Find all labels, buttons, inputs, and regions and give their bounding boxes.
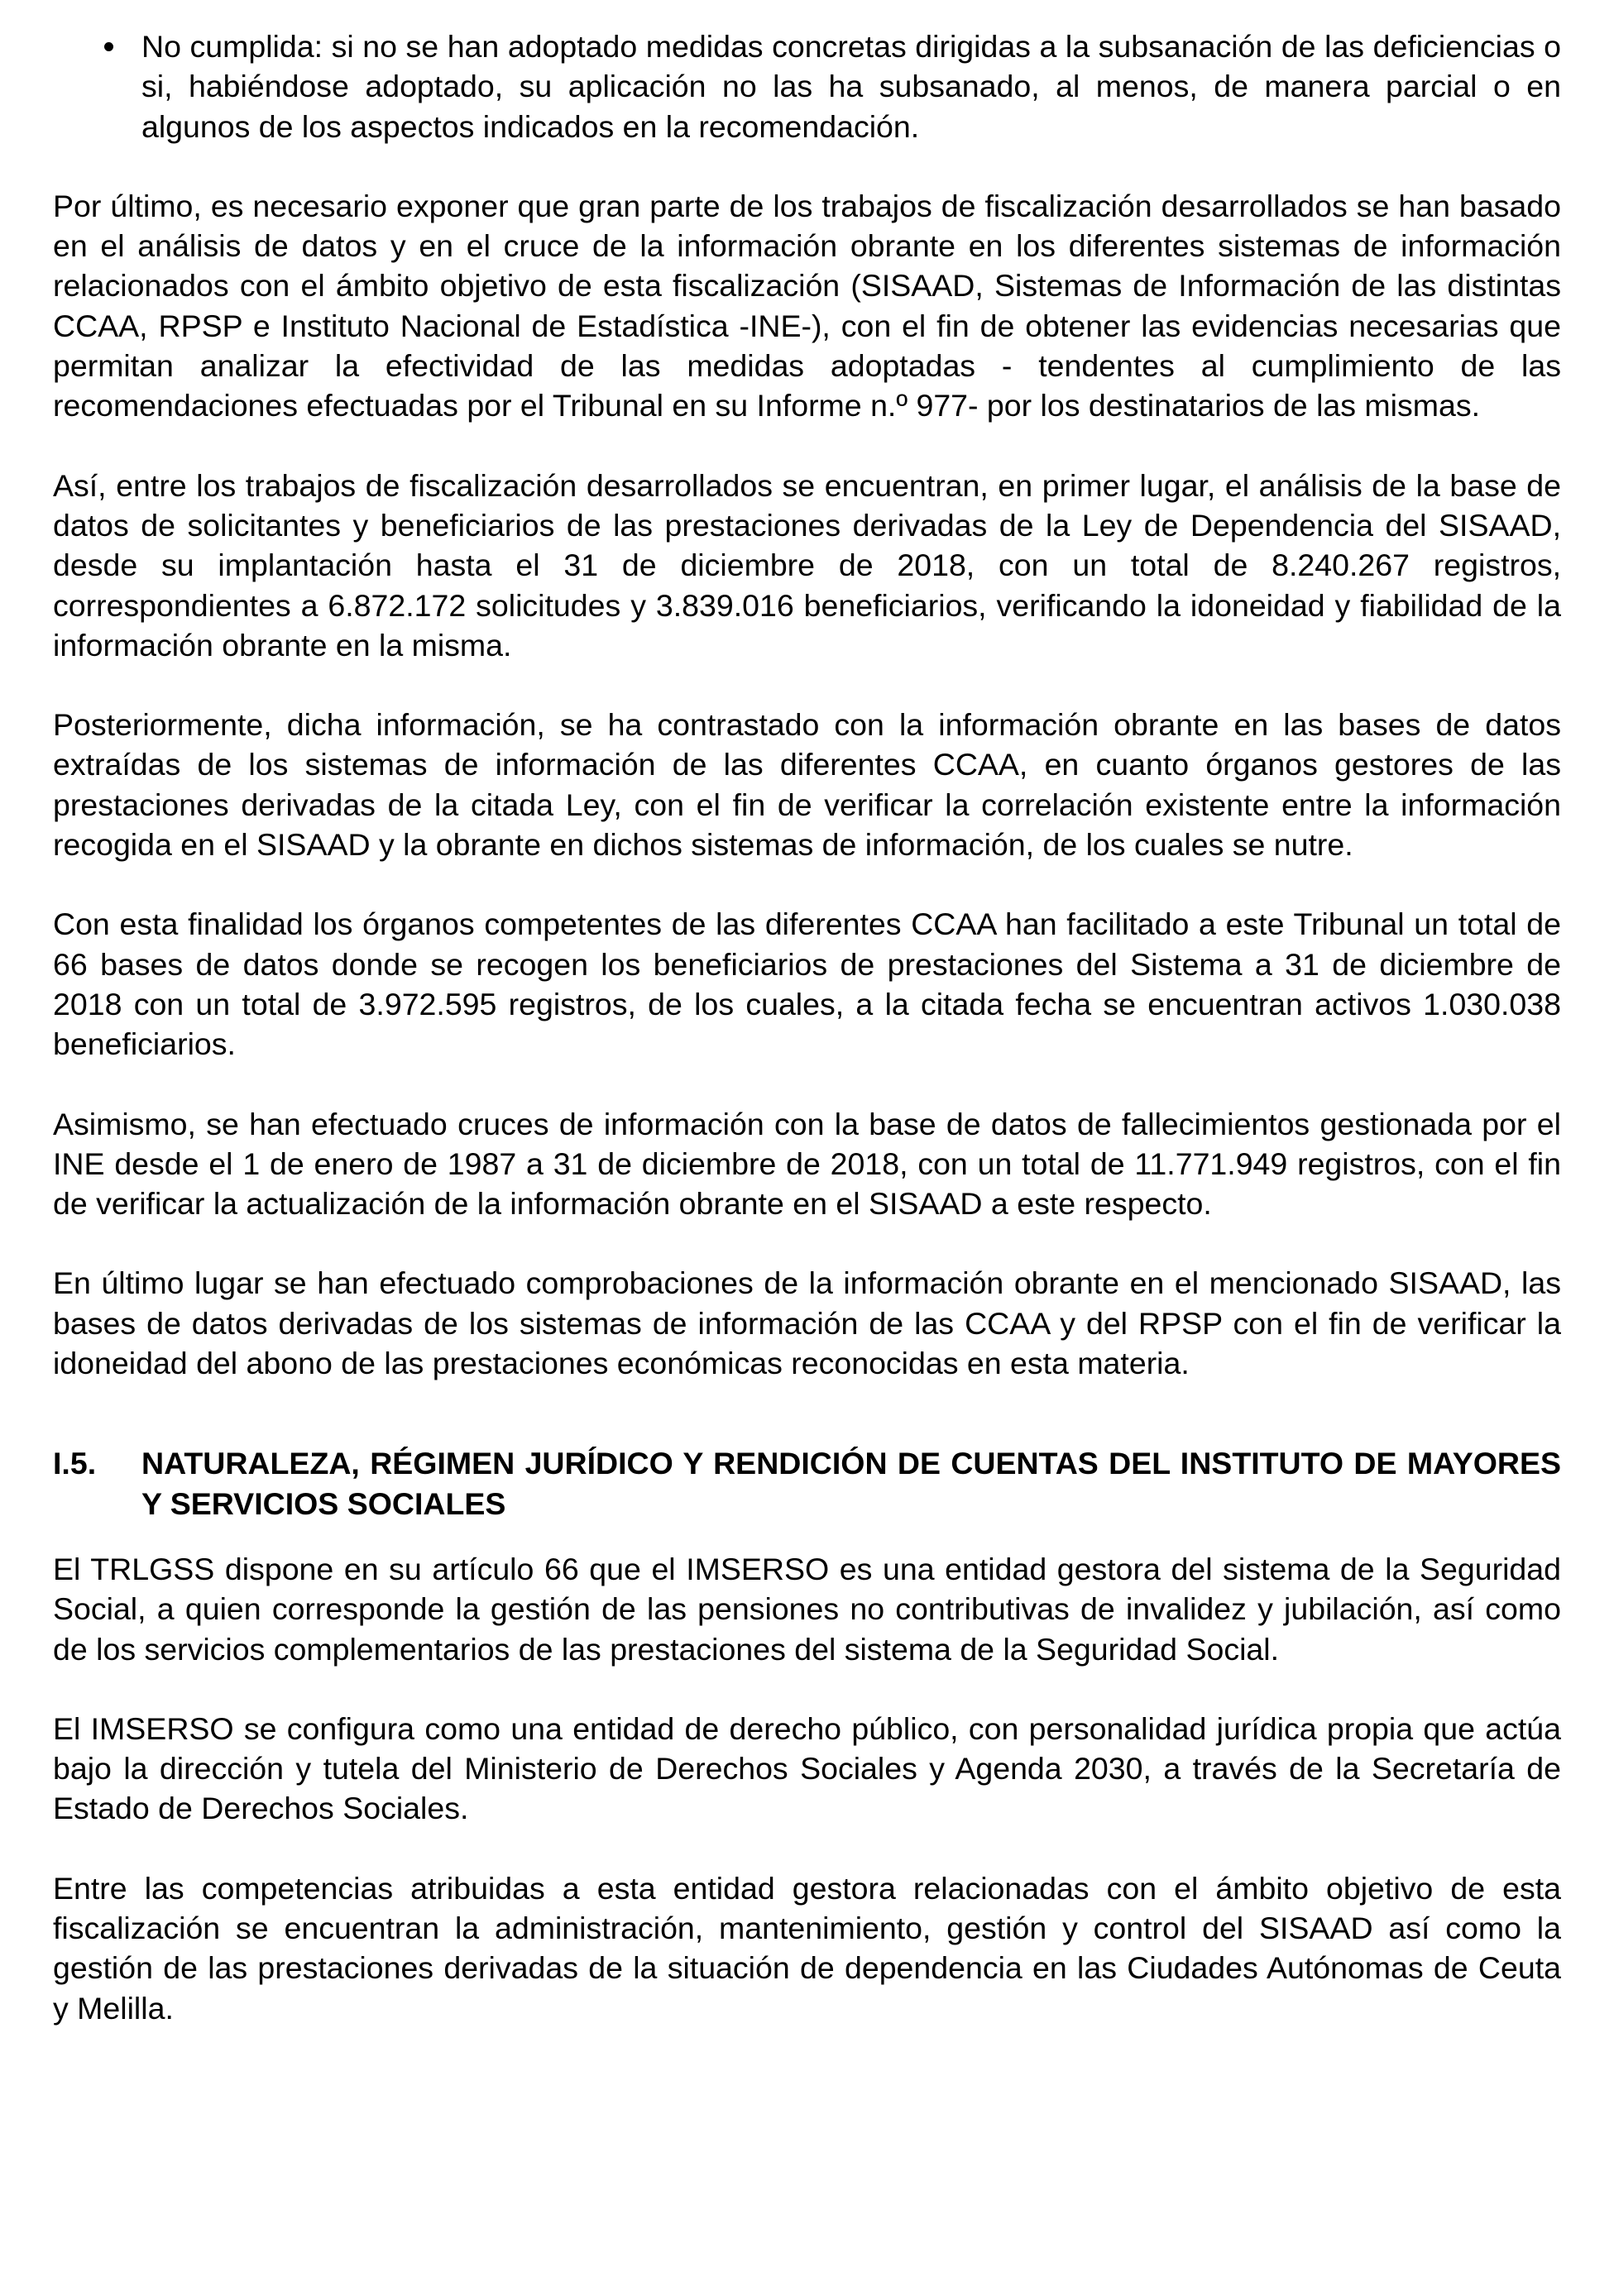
paragraph-competencias: Entre las competencias atribuidas a esta entidad gestora relacionadas con el ámbito objetivo de esta fiscalización se encuentran la administración, mantenimiento, gestión y control del SISAAD así como la gestión de las prestaciones derivadas de la situación de dependencia en las Ciudades Autónomas de Ceuta y Melilla. <box>53 1870 1561 2026</box>
paragraph-ccaa-databases: Con esta finalidad los órganos competentes de las diferentes CCAA han facilitado a este Tribunal un total de 66 bases de datos donde se recogen los beneficiarios de prestaciones del Sistema a 31 de diciembre de 2018 con un total de 3.972.595 registros, de los cuales, a la citada fecha se encuentran activos 1.030.038 beneficiarios. <box>53 906 1561 1062</box>
bullet-icon <box>104 42 113 51</box>
paragraph-rpsp-checks: En último lugar se han efectuado comprobaciones de la información obrante en el mencionado SISAAD, las bases de datos derivadas de los sistemas de información de las CCAA y del RPSP con el fin de verificar la idoneidad del abono de las prestaciones económicas reconocidas en esta materia. <box>53 1265 1561 1381</box>
paragraph-sisaad-database: Así, entre los trabajos de fiscalización desarrollados se encuentran, en primer lugar, el análisis de la base de datos de solicitantes y beneficiarios de las prestaciones derivadas de la Ley de Dependencia del SISAAD, desde su implantación hasta el 31 de diciembre de 2018, con un total de 8.240.267 registros, correspondientes a 6.872.172 solicitudes y 3.839.016 beneficiarios, verificando la idoneidad y fiabilidad de la información obrante en la misma. <box>53 467 1561 662</box>
paragraph-imserso-entity: El IMSERSO se configura como una entidad de derecho público, con personalidad jurídica propia que actúa bajo la dirección y tutela del Ministerio de Derechos Sociales y Agenda 2030, a través de la Secretaría de Estado de Derechos Sociales. <box>53 1710 1561 1826</box>
bullet-text: No cumplida: si no se han adoptado medidas concretas dirigidas a la subsanación de las deficiencias o si, habiéndose adoptado, su aplicación no las ha subsanado, al menos, de manera parcial o en algunos de los aspectos indicados en la recomendación. <box>141 29 1561 144</box>
paragraph-trlgss: El TRLGSS dispone en su artículo 66 que el IMSERSO es una entidad gestora del sistema de la Seguridad Social, a quien corresponde la gestión de las pensiones no contributivas de invalidez y jubilación, así como de los servicios complementarios de las prestaciones del sistema de la Seguridad Social. <box>53 1551 1561 1667</box>
section-heading <box>53 1443 1561 1523</box>
list-item-no-cumplida <box>53 26 1561 146</box>
paragraph-data-analysis: Por último, es necesario exponer que gran parte de los trabajos de fiscalización desarrollados se han basado en el análisis de datos y en el cruce de la información obrante en los diferentes sistemas de información relacionados con el ámbito objetivo de esta fiscalización (SISAAD, Sistemas de Información de las distintas CCAA, RPSP e Instituto Nacional de Estadística -INE-), con el fin de obtener las evidencias necesarias que permitan analizar la efectividad de las medidas adoptadas - tendentes al cumplimiento de las recomendaciones efectuadas por el Tribunal en su Informe n.º 977- por los destinatarios de las mismas. <box>53 188 1561 423</box>
paragraph-ccaa-contrast: Posteriormente, dicha información, se ha contrastado con la información obrante en las bases de datos extraídas de los sistemas de información de las diferentes CCAA, en cuanto órganos gestores de las prestaciones derivadas de la citada Ley, con el fin de verificar la correlación existente entre la información recogida en el SISAAD y la obrante en dichos sistemas de información, de los cuales se nutre. <box>53 707 1561 863</box>
document-page <box>53 26 1561 2028</box>
section-number: I.5. <box>53 1446 97 1481</box>
section-title: NATURALEZA, RÉGIMEN JURÍDICO Y RENDICIÓN DE CUENTAS DEL INSTITUTO DE MAYORES Y SERVICIOS SOCIALES <box>141 1446 1561 1521</box>
paragraph-ine-crosscheck: Asimismo, se han efectuado cruces de información con la base de datos de fallecimientos gestionada por el INE desde el 1 de enero de 1987 a 31 de diciembre de 2018, con un total de 11.771.949 registros, con el fin de verificar la actualización de la información obrante en el SISAAD a este respecto. <box>53 1106 1561 1222</box>
